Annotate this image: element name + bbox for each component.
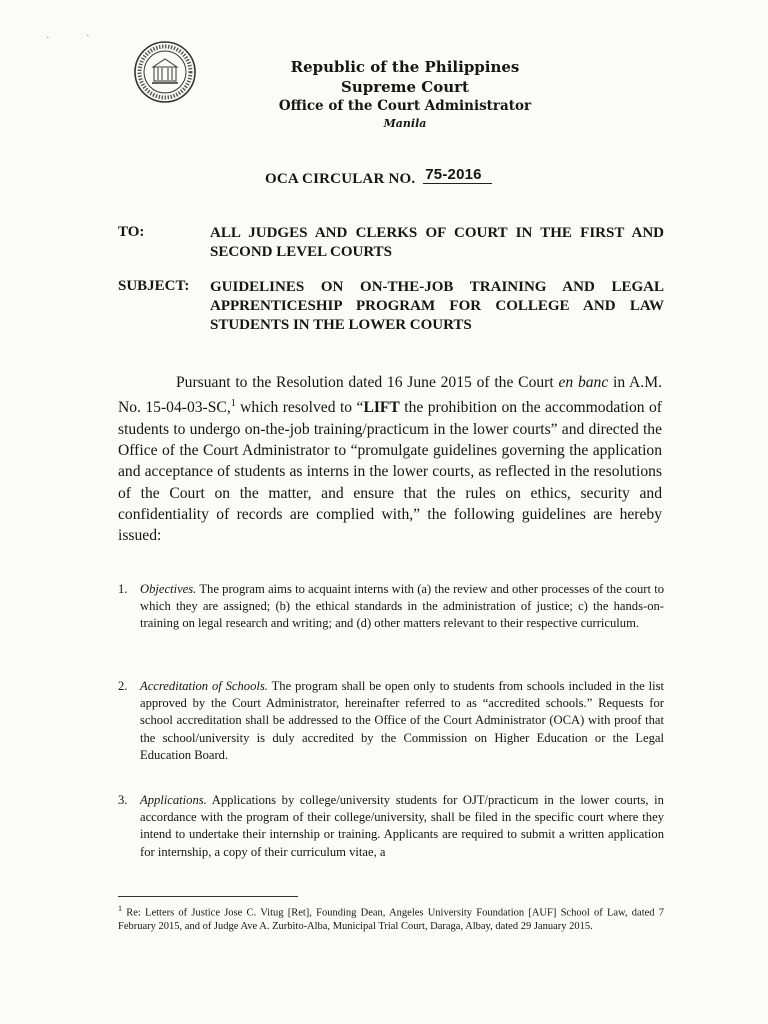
subject-label: SUBJECT: xyxy=(118,278,190,294)
circular-number: 75-2016 xyxy=(423,166,491,184)
intro-paragraph: Pursuant to the Resolution dated 16 June 2015 of the Court en banc in A.M. No. 15-04-03-SC,$^1$ which resolved to “LIFT the prohibition on the accommodation of students to undergo on-the-job training/practicum in the lower courts” and directed the Office of the Court Administrator to “promulgate guidelines governing the application and acceptance of students as interns in the lower courts, as reflected in the resolutions of the Court on the matter, and ensure that the rules on ethics, security and confidentiality of records are complied with,” the following guidelines are hereby issued: xyxy=(118,374,663,545)
footnote xyxy=(118,902,664,933)
banc-italic: banc xyxy=(577,374,609,391)
item-title: Applications. xyxy=(140,793,207,807)
list-item xyxy=(118,678,664,764)
item-title: Objectives. xyxy=(140,582,197,596)
item-number: 2. xyxy=(118,679,128,693)
item-number: 1. xyxy=(118,582,128,596)
footnote-divider xyxy=(118,896,298,897)
footnote-number: 1 xyxy=(118,904,122,913)
list-item xyxy=(118,792,664,861)
list-item xyxy=(118,581,664,633)
to-label: TO: xyxy=(118,224,145,240)
to-text: ALL JUDGES AND CLERKS OF COURT IN THE FIRST AND SECOND LEVEL COURTS xyxy=(210,225,664,260)
circular-label: OCA CIRCULAR NO. xyxy=(265,171,416,187)
supreme-court-seal-icon xyxy=(133,40,197,104)
subject-text: GUIDELINES ON ON-THE-JOB TRAINING AND LEGAL APPRENTICESHIP PROGRAM FOR COLLEGE AND LAW STUDENTS IN THE LOWER COURTS xyxy=(210,279,664,333)
item-title: Accreditation of Schools. xyxy=(140,679,268,693)
en-italic: en xyxy=(558,374,574,391)
footnote-ref: 1 xyxy=(230,398,236,410)
item-text: The program aims to acquaint interns with (a) the review and other processes of the court to which they are assigned; (b) the ethical standards in the administration of justice; c) the hands-on-training on legal research and writing; and (d) other matters relevant to their respective curriculum. xyxy=(140,582,664,631)
footnote-text: Re: Letters of Justice Jose C. Vitug [Ret], Founding Dean, Angeles University Foundation [AUF] School of Law, dated 7 February 2015, and of Judge Ave A. Zurbito-Alba, Municipal Trial Court, Daraga, Albay, dated 29 January 2015. xyxy=(118,907,664,932)
scan-mark: · xyxy=(46,32,50,44)
item-text: The program shall be open only to students from schools included in the list approved by the Court Administrator, hereinafter referred to as “accredited schools.” Requests for school accreditation shall be addressed to the Office of the Court Administrator (OCA) with proof that the school/university is duly accredited by the Commission on Higher Education or the Legal Education Board. xyxy=(140,679,665,762)
item-text: Applications by college/university students for OJT/practicum in the lower courts, in accordance with the program of their college/university, shall be filed in the specific court where they intend to undertake their internship or training. Applicants are required to submit a written application for internship, a copy of their curriculum vitae, a xyxy=(140,793,664,859)
lift-bold: LIFT xyxy=(363,399,400,417)
letterhead-office: Office of the Court Administrator xyxy=(278,98,532,114)
letterhead-republic: Republic of the Philippines xyxy=(290,58,520,76)
letterhead-city: Manila xyxy=(383,117,427,130)
item-number: 3. xyxy=(118,793,128,807)
letterhead-supreme-court: Supreme Court xyxy=(341,78,469,96)
circular-title xyxy=(265,166,492,188)
scan-mark: · xyxy=(86,30,90,42)
